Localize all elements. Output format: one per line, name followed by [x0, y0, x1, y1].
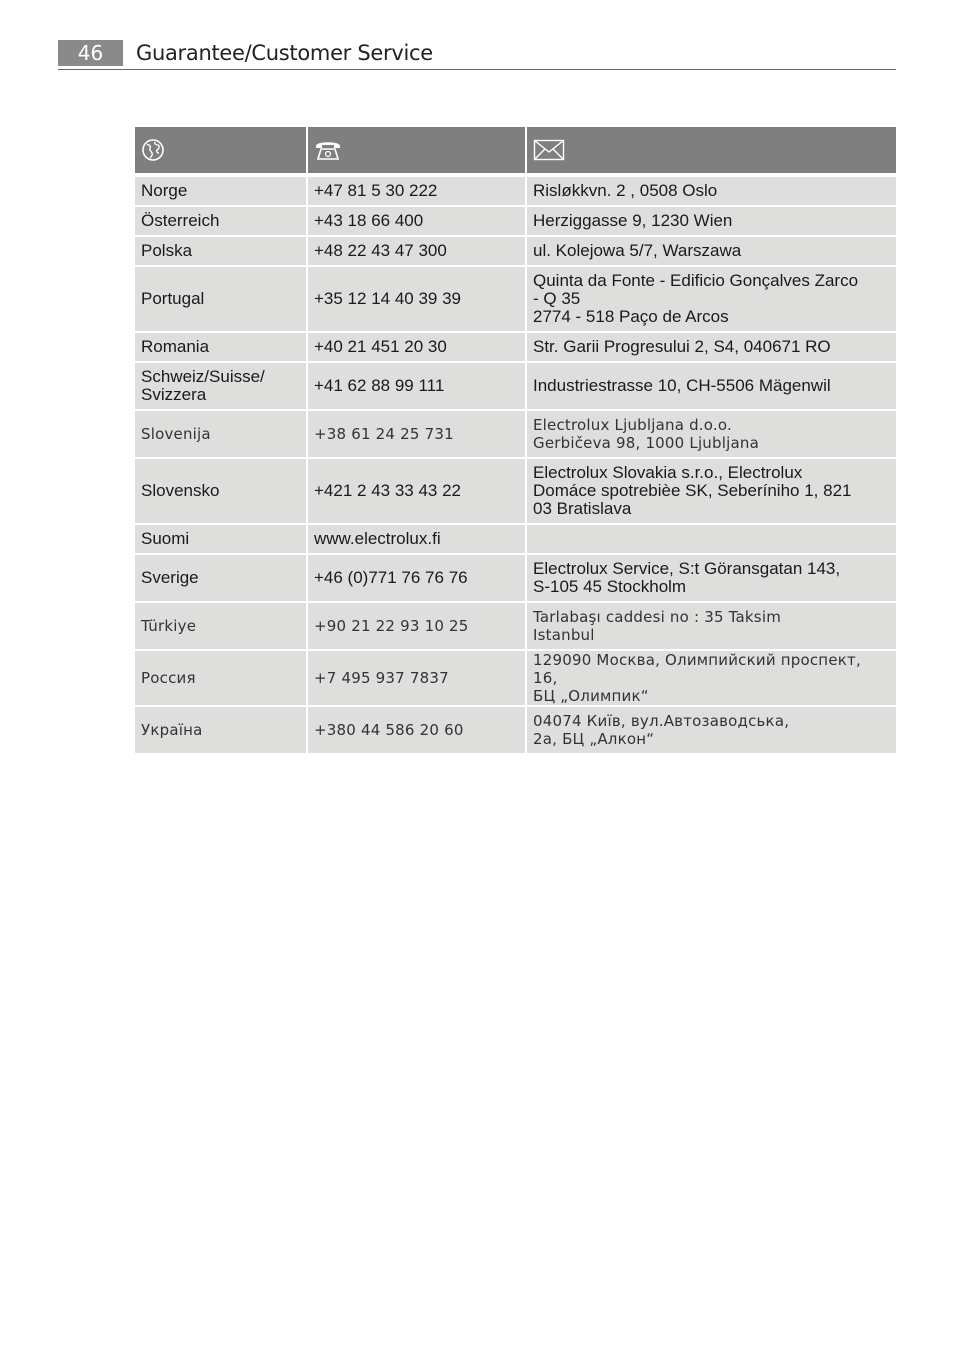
address-cell: 129090 Москва, Олимпийский проспект, 16, БЦ „Олимпик“: [527, 651, 896, 707]
page-title: Guarantee/Customer Service: [136, 41, 433, 65]
country-cell: Suomi: [135, 525, 308, 555]
globe-icon: [141, 138, 165, 162]
country-cell: Portugal: [135, 267, 308, 333]
table-row: [135, 177, 896, 207]
phone-cell: +43 18 66 400: [308, 207, 527, 237]
address-cell: Str. Garii Progresului 2, S4, 040671 RO: [527, 333, 896, 363]
address-cell: Industriestrasse 10, CH-5506 Mägenwil: [527, 363, 896, 411]
country-cell: Romania: [135, 333, 308, 363]
table-row: [135, 363, 896, 411]
address-cell: Tarlabaşı caddesi no : 35 Taksim Istanbul: [527, 603, 896, 651]
envelope-icon: [533, 138, 565, 162]
table-row: [135, 459, 896, 525]
page-header: [58, 40, 896, 70]
page-number: 46: [58, 40, 123, 66]
table-row: [135, 207, 896, 237]
table-row: [135, 411, 896, 459]
phone-cell: +380 44 586 20 60: [308, 707, 527, 755]
table-row: [135, 237, 896, 267]
phone-cell: +38 61 24 25 731: [308, 411, 527, 459]
address-cell: Risløkkvn. 2 , 0508 Oslo: [527, 177, 896, 207]
address-cell: ul. Kolejowa 5/7, Warszawa: [527, 237, 896, 267]
table-row: [135, 333, 896, 363]
phone-cell: +35 12 14 40 39 39: [308, 267, 527, 333]
table-row: [135, 603, 896, 651]
country-cell: Türkiye: [135, 603, 308, 651]
country-cell: Россия: [135, 651, 308, 707]
address-cell: [527, 525, 896, 555]
table-row: [135, 555, 896, 603]
table-row: [135, 651, 896, 707]
address-cell: Electrolux Slovakia s.r.o., Electrolux Domáce spotrebièe SK, Seberíniho 1, 821 03 Bratislava: [527, 459, 896, 525]
phone-cell: +46 (0)771 76 76 76: [308, 555, 527, 603]
country-cell: Slovenija: [135, 411, 308, 459]
table-row: [135, 707, 896, 755]
address-cell: 04074 Київ, вул.Автозаводська, 2а, БЦ „Алкон“: [527, 707, 896, 755]
address-column-header: [527, 127, 896, 177]
country-cell: Österreich: [135, 207, 308, 237]
address-cell: Electrolux Service, S:t Göransgatan 143, S-105 45 Stockholm: [527, 555, 896, 603]
website-link[interactable]: www.electrolux.fi: [308, 525, 527, 555]
country-cell: Slovensko: [135, 459, 308, 525]
phone-cell: +48 22 43 47 300: [308, 237, 527, 267]
phone-column-header: [308, 127, 527, 177]
country-cell: Україна: [135, 707, 308, 755]
phone-icon: [314, 138, 342, 162]
phone-cell: +47 81 5 30 222: [308, 177, 527, 207]
country-cell: Polska: [135, 237, 308, 267]
country-cell: Schweiz/Suisse/ Svizzera: [135, 363, 308, 411]
phone-cell: +421 2 43 33 43 22: [308, 459, 527, 525]
address-cell: Herziggasse 9, 1230 Wien: [527, 207, 896, 237]
phone-cell: +40 21 451 20 30: [308, 333, 527, 363]
phone-cell: +90 21 22 93 10 25: [308, 603, 527, 651]
country-cell: Norge: [135, 177, 308, 207]
table-row: [135, 525, 896, 555]
table-header-row: [135, 127, 896, 177]
service-contacts-table: [135, 127, 896, 755]
phone-cell: +41 62 88 99 111: [308, 363, 527, 411]
address-cell: Electrolux Ljubljana d.o.o. Gerbičeva 98, 1000 Ljubljana: [527, 411, 896, 459]
country-cell: Sverige: [135, 555, 308, 603]
phone-cell: +7 495 937 7837: [308, 651, 527, 707]
address-cell: Quinta da Fonte - Edificio Gonçalves Zarco - Q 35 2774 - 518 Paço de Arcos: [527, 267, 896, 333]
country-column-header: [135, 127, 308, 177]
table-row: [135, 267, 896, 333]
